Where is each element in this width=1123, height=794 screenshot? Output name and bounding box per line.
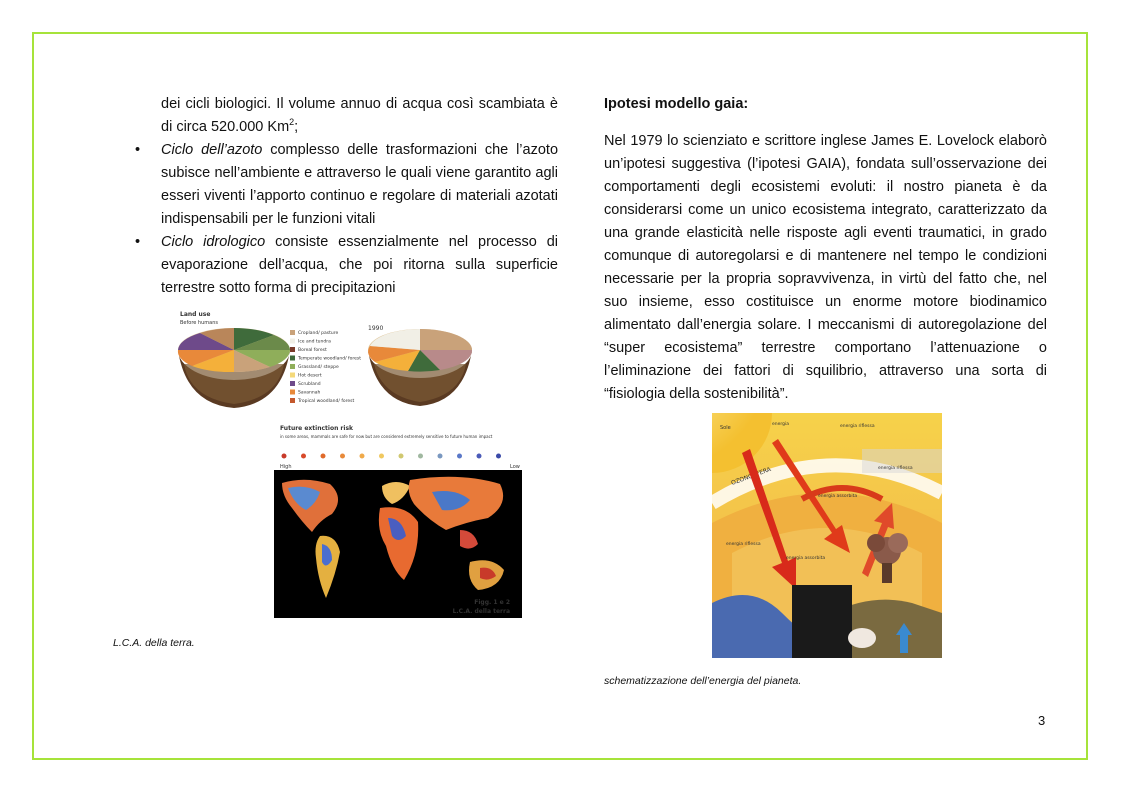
legend-label: Ice and tundra: [298, 339, 331, 345]
legend-label: Tropical woodland/ forest: [298, 399, 355, 404]
risk-scale-dot: [457, 454, 462, 459]
sun-label: Sole: [720, 425, 731, 431]
page-number: 3: [1038, 713, 1046, 728]
legend-swatch: [290, 398, 295, 403]
absorption-label: energia assorbita: [818, 494, 858, 499]
energy-label: energia: [772, 422, 790, 427]
risk-title: Future extinction risk: [280, 425, 354, 432]
risk-scale-dot: [282, 454, 287, 459]
right-column: [604, 93, 1047, 406]
reflected-energy-label-3: energia riflessa: [726, 542, 761, 547]
right-figure-caption: schematizzazione dell’energia del pianeta.: [604, 675, 802, 687]
gaia-paragraph: Nel 1979 lo scienziato e scrittore inglese James E. Lovelock elaborò un’ipotesi suggestiva (l’ipotesi GAIA), fondata sull’osservazione dei comportamenti degli ecosistemi evoluti: il nostro pianeta è da considerarsi come un unico ecosistema integrato, caratterizzato da una grande elasticità nelle risposte agli eventi traumatici, in grado comunque di autoregolarsi e di mantenere nel tempo le condizioni necessarie per la propria sopravvivenza, in virtù del fatto che, nel suo insieme, esso costituisce un enorme motore biodinamico alimentato dall’energia solare. I meccanismi di autoregolazione del “super ecosistema” terrestre comportano l’attenuazione o l’eliminazione dei fattori di squilibrio, attraverso una sorta di “fisiologia della sostenibilità”.: [604, 133, 1047, 402]
land-use-subtitle: Before humans: [180, 320, 218, 326]
risk-scale-dot: [399, 454, 404, 459]
risk-scale-dot: [321, 454, 326, 459]
land-use-figure-image: [170, 308, 530, 624]
legend-swatch: [290, 356, 295, 361]
bullet-icon: •: [135, 234, 141, 250]
legend-label: Temperate woodland/ forest: [298, 356, 362, 362]
cycle-list: [113, 139, 558, 300]
risk-high-label: High: [280, 464, 292, 470]
legend-swatch: [290, 339, 295, 344]
legend-swatch: [290, 347, 295, 352]
legend-swatch: [290, 330, 295, 335]
legend-label: Hot desert: [298, 373, 322, 379]
legend-label: Boreal forest: [298, 348, 327, 353]
risk-scale-dot: [477, 454, 482, 459]
land-use-figure: [170, 308, 530, 624]
figs-number: Figg. 1 e 2: [474, 599, 510, 606]
list-item-nitrogen: • Ciclo dell’azoto complesso delle trasformazioni che l’azoto subisce nell’ambiente e attraverso le quali viene garantito agli esseri viventi l’apporto continuo e regolare di materiali azotati indispensabili per le funzioni vitali: [113, 139, 558, 231]
reflected-energy-label: energia riflessa: [840, 424, 875, 429]
section-heading: Ipotesi modello gaia:: [604, 96, 749, 112]
legend-swatch: [290, 364, 295, 369]
risk-scale-dot: [360, 454, 365, 459]
energy-figure: [712, 413, 942, 658]
legend-swatch: [290, 390, 295, 395]
absorbed-energy-label: energia assorbita: [786, 556, 826, 561]
legend-swatch: [290, 381, 295, 386]
land-use-title: Land use: [180, 311, 211, 318]
legend-label: Grassland/ steppe: [298, 365, 339, 370]
left-column: [113, 93, 558, 300]
left-figure-caption: L.C.A. della terra.: [113, 637, 195, 649]
risk-scale-dot: [379, 454, 384, 459]
reflected-energy-label-2: energia riflessa: [878, 466, 913, 471]
risk-scale-dot: [340, 454, 345, 459]
figs-label: L.C.A. della terra: [452, 608, 510, 615]
legend-label: Scrubland: [298, 382, 321, 387]
legend-swatch: [290, 373, 295, 378]
risk-scale-dot: [418, 454, 423, 459]
risk-scale-dot: [496, 454, 501, 459]
continuation-text: dei cicli biologici. Il volume annuo di acqua così scambiata è di circa 520.000 Km$^2$;: [161, 96, 558, 135]
list-item-water: • Ciclo idrologico consiste essenzialmente nel processo di evaporazione dell’acqua, che poi ritorna sulla superficie terrestre sotto forma di precipitazioni: [113, 231, 558, 300]
bullet-icon: •: [135, 142, 141, 158]
year-label: 1990: [368, 325, 384, 332]
risk-scale-dot: [438, 454, 443, 459]
legend-label: Savannah: [298, 390, 321, 396]
energy-diagram-image: [712, 413, 942, 658]
risk-scale-dot: [301, 454, 306, 459]
risk-low-label: Low: [510, 464, 520, 470]
legend-label: Cropland/ pasture: [298, 331, 339, 336]
risk-note: in some areas, mammals are safe for now but are considered extremely sensitive to future human impact: [280, 434, 493, 439]
